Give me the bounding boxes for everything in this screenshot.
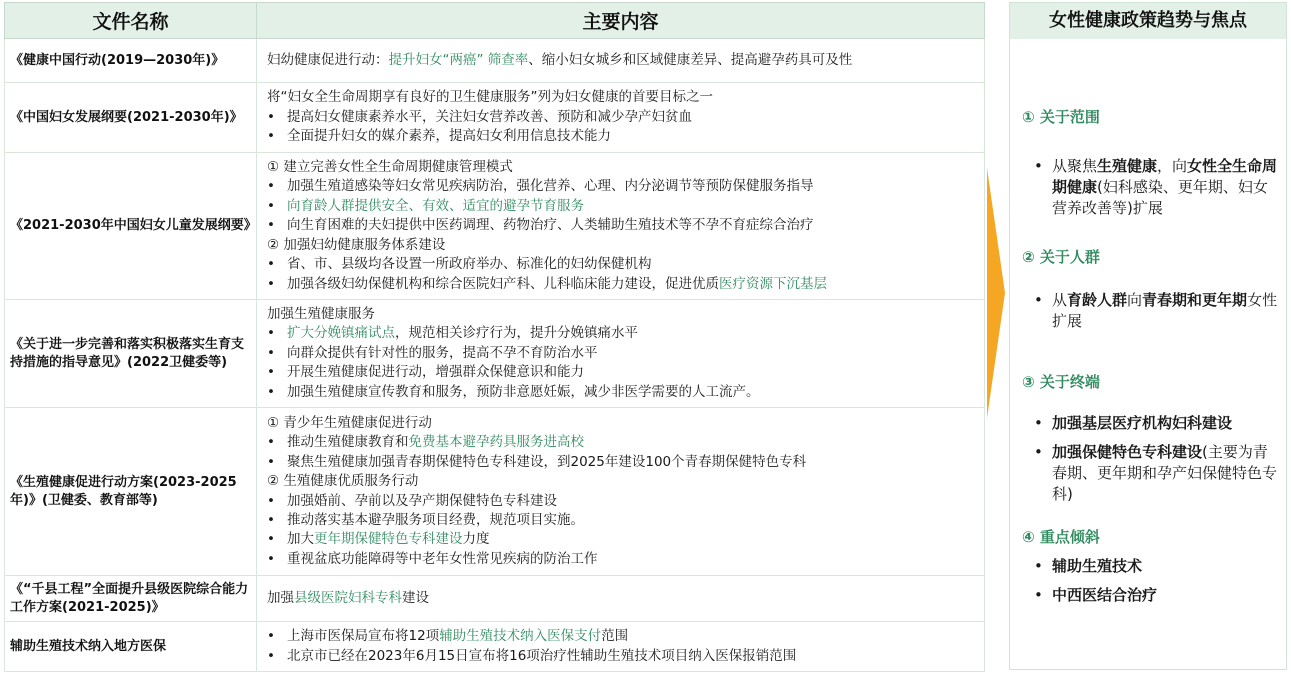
table-row [5,408,985,576]
section-item [1034,413,1280,434]
bullet-line [267,363,976,382]
bullet-line [267,453,976,472]
line-text: ② 生殖健康优质服务行动 [267,473,419,490]
bullet-dot: • [1034,291,1043,309]
section-item [1034,290,1280,332]
line-text: ① 建立完善女性全生命周期健康管理模式 [267,159,513,176]
line-text: 将“妇女全生命周期享有良好的卫生健康服务”列为妇女健康的首要目标之一 [267,89,713,106]
content-line [267,414,976,433]
plain-text: 向 [1127,291,1143,309]
table-row [5,39,985,83]
line-text: 重视盆底功能障碍等中老年女性常见疾病的防治工作 [287,550,598,567]
bullet-dot: • [267,364,275,381]
line-text: 聚焦生殖健康加强青春期保健特色专科建设，到2025年建设100个青春期保健特色专科 [287,453,807,470]
doc-name-cell: 《健康中国行动(2019—2030年)》 [5,39,257,83]
highlight-text: 提升妇女“两癌” 筛查率 [388,51,529,68]
header-main-content: 主要内容 [257,3,985,39]
arrow-shape [987,168,1005,418]
doc-name-cell: 《“千县工程”全面提升县级医院综合能力工作方案(2021-2025)》 [5,576,257,622]
bullet-line [267,383,976,402]
bullet-dot: • [267,434,275,451]
bullet-dot: • [1034,557,1043,575]
bullet-dot: • [1034,586,1043,604]
bullet-line [267,344,976,363]
item-text [1034,585,1280,606]
plain-text: (妇科感染、更年期、妇女营养改善等)扩展 [1052,178,1268,217]
bullet-dot: • [267,217,275,234]
bullet-dot: • [267,108,275,125]
plain-text: 从聚焦 [1052,157,1098,175]
doc-name-cell: 《中国妇女发展纲要(2021-2030年)》 [5,83,257,153]
item-text [1034,156,1280,219]
trend-arrow-icon [987,168,1005,418]
line-text: 加大 [287,531,314,548]
plain-text: ，向 [1157,157,1188,175]
line-text: 推动落实基本避孕服务项目经费，规范项目实施。 [287,511,584,528]
content-cell [257,83,985,153]
item-text [1034,556,1280,577]
bold-text: 生殖健康 [1097,157,1158,175]
item-text [1034,413,1280,434]
item-text [1034,442,1280,505]
bullet-line [267,550,976,569]
item-text [1034,290,1280,332]
bold-text: 加强基层医疗机构妇科建设 [1052,414,1233,432]
bullet-dot: • [267,344,275,361]
bold-text: 辅助生殖技术 [1052,557,1143,575]
section-item [1034,556,1280,577]
highlight-text: 更年期保健特色专科建设 [314,531,463,548]
highlight-text: 县级医院妇科专科 [294,589,402,606]
content-line [267,589,976,608]
section-title-terminal: ③ 关于终端 [1022,373,1100,391]
content-line [267,158,976,177]
bullet-line [267,255,976,274]
content-line [267,472,976,491]
bullet-line [267,108,976,127]
bullet-dot: • [1034,157,1043,175]
bold-text: 加强保健特色专科建设 [1052,443,1203,461]
line-text: 推动生殖健康教育和 [287,434,409,451]
content-cell [257,300,985,408]
header-doc-name: 文件名称 [5,3,257,39]
section-title-focus: ④ 重点倾斜 [1022,528,1100,546]
content-line [267,51,976,70]
bullet-dot: • [267,531,275,548]
bullet-dot: • [267,647,275,664]
line-text: ，规范相关诊疗行为，提升分娩镇痛水平 [395,325,638,342]
line-text: 妇幼健康促进行动： [267,51,389,68]
highlight-text: 扩大分娩镇痛试点 [287,325,395,342]
content-cell [257,408,985,576]
bullet-dot: • [267,628,275,645]
line-text: 加强生殖道感染等妇女常见疾病防治，强化营养、心理、内分泌调节等预防保健服务指导 [287,178,814,195]
bold-text: 中西医结合治疗 [1052,586,1158,604]
panel-title: 女性健康政策趋势与焦点 [1010,3,1286,39]
line-text: 提高妇女健康素养水平，关注妇女营养改善、预防和减少孕产妇贫血 [287,108,692,125]
content-line [267,88,976,107]
bold-text: 女性全生命周期健康 [1052,157,1278,196]
bold-text: 育龄人群 [1067,291,1128,309]
doc-name-cell: 《生殖健康促进行动方案(2023-2025年)》(卫健委、教育部等) [5,408,257,576]
bullet-dot: • [267,492,275,509]
bullet-dot: • [267,128,275,145]
section-item [1034,442,1280,505]
section-title-scope: ① 关于范围 [1022,108,1100,126]
bullet-line [267,492,976,511]
bullet-line [267,127,976,146]
line-text: 范围 [601,628,629,645]
table-header-row [5,3,985,39]
trends-panel [1009,2,1287,670]
bullet-dot: • [1034,443,1043,461]
line-text: 加强各级妇幼保健机构和综合医院妇产科、儿科临床能力建设，促进优质 [287,275,719,292]
line-text: 向生育困难的夫妇提供中医药调理、药物治疗、人类辅助生殖技术等不孕不育症综合治疗 [287,217,814,234]
line-text: 省、市、县级均各设置一所政府举办、标准化的妇幼保健机构 [287,256,652,273]
table-row [5,576,985,622]
bullet-dot: • [267,453,275,470]
bullet-line [267,647,976,666]
bullet-dot: • [267,383,275,400]
content-line [267,305,976,324]
table-row [5,622,985,672]
content-cell [257,153,985,300]
bullet-line [267,433,976,452]
line-text: 上海市医保局宣布将12项 [287,628,440,645]
bullet-line [267,197,976,216]
highlight-text: 免费基本避孕药具服务进高校 [408,434,584,451]
bullet-line [267,177,976,196]
bullet-dot: • [267,550,275,567]
doc-name-cell: 《关于进一步完善和落实积极落实生育支持措施的指导意见》(2022卫健委等) [5,300,257,408]
line-text: 向群众提供有针对性的服务，提高不孕不育防治水平 [287,344,598,361]
line-text: 、缩小妇女城乡和区域健康差异、提高避孕药具可及性 [528,51,853,68]
line-text: 加强生殖健康宣传教育和服务，预防非意愿妊娠，减少非医学需要的人工流产。 [287,383,760,400]
highlight-text: 医疗资源下沉基层 [719,275,827,292]
highlight-text: 向育龄人群提供安全、有效、适宜的避孕节育服务 [287,197,584,214]
content-line [267,236,976,255]
line-text: 力度 [462,531,490,548]
line-text: 加强 [267,589,294,606]
bullet-line [267,530,976,549]
plain-text: 女性扩展 [1052,291,1278,330]
doc-name-cell: 《2021-2030年中国妇女儿童发展纲要》 [5,153,257,300]
bold-text: 青春期和更年期 [1142,291,1248,309]
content-cell [257,39,985,83]
bullet-dot: • [267,511,275,528]
bullet-dot: • [267,275,275,292]
policy-table [4,2,985,672]
table-row [5,300,985,408]
bullet-line [267,216,976,235]
line-text: ② 加强妇幼健康服务体系建设 [267,236,446,253]
line-text: 北京市已经在2023年6月15日宣布将16项治疗性辅助生殖技术项目纳入医保报销范围 [287,647,797,664]
content-cell [257,576,985,622]
bullet-dot: • [267,325,275,342]
bullet-dot: • [267,256,275,273]
plain-text: 从 [1052,291,1068,309]
bullet-dot: • [1034,414,1043,432]
table-row [5,153,985,300]
bullet-dot: • [267,197,275,214]
section-item [1034,585,1280,606]
doc-name-cell: 辅助生殖技术纳入地方医保 [5,622,257,672]
table-row [5,83,985,153]
content-cell [257,622,985,672]
section-item [1034,156,1280,219]
line-text: 加强婚前、孕前以及孕产期保健特色专科建设 [287,492,557,509]
bullet-line [267,324,976,343]
line-text: 加强生殖健康服务 [267,305,375,322]
bullet-line [267,511,976,530]
line-text: 建设 [402,589,429,606]
line-text: 全面提升妇女的媒介素养，提高妇女利用信息技术能力 [287,128,611,145]
section-title-population: ② 关于人群 [1022,248,1100,266]
highlight-text: 辅助生殖技术纳入医保支付 [439,628,602,645]
line-text: 开展生殖健康促进行动，增强群众保健意识和能力 [287,364,584,381]
line-text: ① 青少年生殖健康促进行动 [267,414,432,431]
bullet-dot: • [267,178,275,195]
bullet-line [267,627,976,646]
bullet-line [267,275,976,294]
plain-text: (主要为青春期、更年期和孕产妇保健特色专科) [1052,443,1278,503]
